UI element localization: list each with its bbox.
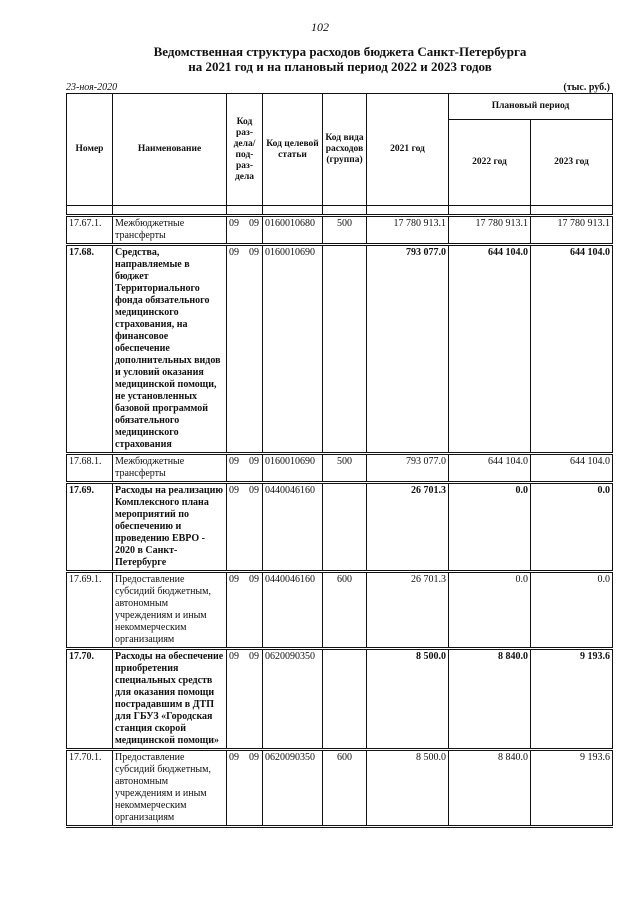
row-name: Межбюджетные трансферты [113,454,227,483]
row-amount-2023: 644 104.0 [531,454,613,483]
row-name: Межбюджетные трансферты [113,216,227,245]
row-amount-2023: 0.0 [531,483,613,572]
row-kind-code: 600 [323,572,367,649]
row-target-code: 0160010690 [263,454,323,483]
row-amount-2022: 8 840.0 [449,649,531,750]
row-kind-code [323,483,367,572]
row-amount-2023: 0.0 [531,572,613,649]
row-number: 17.68. [67,245,113,454]
header-plan-period: Плановый период [449,94,613,120]
row-section-code [227,483,263,572]
header-2022: 2022 год [449,120,531,206]
row-name: Расходы на обеспечение приобретения специальных средств для оказания помощи пострадавшим в ДТП для ГБУЗ «Городская станция скорой медицинской помощи» [113,649,227,750]
page-number: 102 [311,20,329,34]
row-number: 17.69.1. [67,572,113,649]
budget-table [66,93,613,828]
table-row [67,483,613,572]
razdel-code: 09 [229,456,239,467]
table-body [67,216,613,827]
table-row [67,216,613,245]
row-target-code: 0440046160 [263,572,323,649]
podrazdel-code: 09 [249,752,259,763]
row-section-code [227,245,263,454]
table-row [67,649,613,750]
row-amount-2022: 0.0 [449,483,531,572]
title-line-2: на 2021 год и на плановый период 2022 и 2023 годов [188,59,492,74]
razdel-code: 09 [229,651,239,662]
row-amount-2021: 17 780 913.1 [367,216,449,245]
row-kind-code [323,245,367,454]
document-date: 23-ноя-2020 [66,82,118,93]
row-number: 17.68.1. [67,454,113,483]
row-amount-2021: 8 500.0 [367,750,449,827]
row-amount-2022: 17 780 913.1 [449,216,531,245]
row-section-code [227,216,263,245]
row-number: 17.67.1. [67,216,113,245]
razdel-code: 09 [229,485,239,496]
header-spacer [67,206,613,216]
units-label: (тыс. руб.) [563,82,610,93]
table-row [67,454,613,483]
table-row [67,572,613,649]
row-kind-code: 600 [323,750,367,827]
podrazdel-code: 09 [249,247,259,258]
row-name: Предоставление субсидий бюджетным, автономным учреждениям и иным некоммерческим организациям [113,572,227,649]
row-section-code [227,649,263,750]
row-amount-2023: 644 104.0 [531,245,613,454]
row-amount-2023: 9 193.6 [531,649,613,750]
header-target: Код целевой статьи [263,94,323,206]
row-kind-code: 500 [323,454,367,483]
row-section-code [227,750,263,827]
row-amount-2022: 8 840.0 [449,750,531,827]
row-amount-2021: 26 701.3 [367,572,449,649]
row-amount-2021: 26 701.3 [367,483,449,572]
row-section-code [227,572,263,649]
row-number: 17.69. [67,483,113,572]
header-2023: 2023 год [531,120,613,206]
row-kind-code: 500 [323,216,367,245]
razdel-code: 09 [229,218,239,229]
row-number: 17.70.1. [67,750,113,827]
row-amount-2022: 0.0 [449,572,531,649]
row-amount-2021: 793 077.0 [367,245,449,454]
header-number: Номер [67,94,113,206]
row-amount-2021: 793 077.0 [367,454,449,483]
row-target-code: 0620090350 [263,750,323,827]
row-name: Предоставление субсидий бюджетным, автономным учреждениям и иным некоммерческим организациям [113,750,227,827]
podrazdel-code: 09 [249,485,259,496]
row-amount-2022: 644 104.0 [449,454,531,483]
podrazdel-code: 09 [249,574,259,585]
razdel-code: 09 [229,752,239,763]
razdel-code: 09 [229,574,239,585]
row-target-code: 0620090350 [263,649,323,750]
row-target-code: 0160010690 [263,245,323,454]
row-amount-2022: 644 104.0 [449,245,531,454]
document-title [60,44,620,74]
razdel-code: 09 [229,247,239,258]
row-number: 17.70. [67,649,113,750]
row-amount-2023: 17 780 913.1 [531,216,613,245]
header-kind: Код вида расходов (группа) [323,94,367,206]
header-2021: 2021 год [367,94,449,206]
row-section-code [227,454,263,483]
row-name: Средства, направляемые в бюджет Территориального фонда обязательного медицинского страхования, на финансовое обеспечение дополнительных видов и условий оказания медицинской помощи, не установленных базовой программой обязательного медицинского страхования [113,245,227,454]
podrazdel-code: 09 [249,456,259,467]
podrazdel-code: 09 [249,651,259,662]
row-amount-2023: 9 193.6 [531,750,613,827]
header-name: Наименование [113,94,227,206]
table-row [67,245,613,454]
row-target-code: 0160010680 [263,216,323,245]
header-section: Код раз-дела/ под-раз-дела [227,94,263,206]
podrazdel-code: 09 [249,218,259,229]
row-name: Расходы на реализацию Комплексного плана мероприятий по обеспечению и проведению ЕВРО - 2020 в Санкт-Петербурге [113,483,227,572]
title-line-1: Ведомственная структура расходов бюджета Санкт-Петербурга [153,44,527,59]
row-amount-2021: 8 500.0 [367,649,449,750]
row-target-code: 0440046160 [263,483,323,572]
row-kind-code [323,649,367,750]
table-row [67,750,613,827]
